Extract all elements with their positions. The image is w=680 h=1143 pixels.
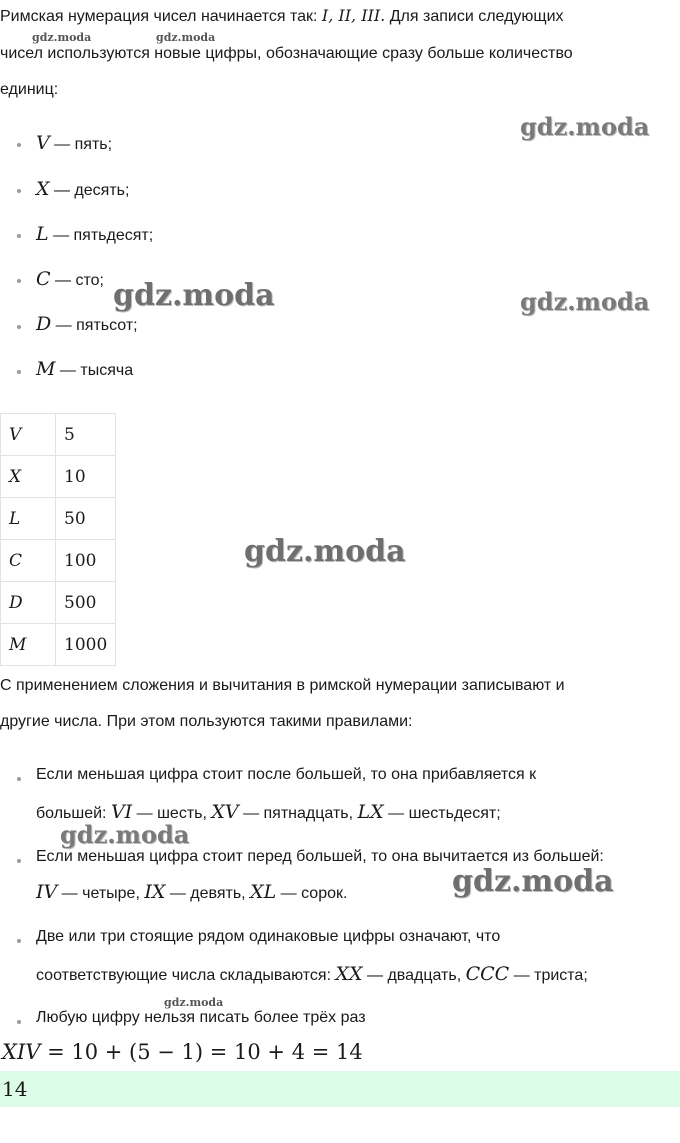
numeral-word: десять; bbox=[74, 182, 130, 199]
watermark: gdz.moda bbox=[520, 112, 650, 141]
numeral-symbol: X bbox=[36, 178, 50, 200]
rule-numeral: IX bbox=[144, 881, 166, 903]
rule-2-line-1: Если меньшая цифра стоит перед большей, то она вычитается из большей: bbox=[36, 848, 604, 865]
intro-text-start: Римская нумерация чисел начинается так: bbox=[0, 8, 322, 25]
numeral-word: пятьдесят; bbox=[73, 227, 154, 244]
intro-numeral-sequence: I, II, III. bbox=[321, 6, 386, 25]
numeral-symbol: L bbox=[36, 223, 49, 245]
dash: — bbox=[49, 182, 75, 199]
watermark: gdz.moda bbox=[520, 287, 650, 316]
rule-numeral: VI bbox=[110, 801, 133, 823]
bullet-dot bbox=[17, 325, 21, 329]
dash: — bbox=[51, 317, 77, 334]
watermark: gdz.moda bbox=[244, 534, 406, 569]
numeral-word: пятьсот; bbox=[76, 317, 138, 334]
intro-line-1 bbox=[0, 6, 564, 26]
watermark: gdz.moda bbox=[156, 31, 216, 44]
table-cell-symbol: L bbox=[1, 498, 56, 540]
rule-text: — триста; bbox=[509, 967, 588, 984]
rule-numeral: CCC bbox=[465, 963, 510, 985]
bullet-dot bbox=[17, 859, 21, 863]
rule-text: — девять, bbox=[165, 885, 251, 902]
numeral-word: тысяча bbox=[80, 362, 134, 379]
table-cell-symbol: C bbox=[1, 540, 56, 582]
table-cell-symbol: X bbox=[1, 456, 56, 498]
rule-text: — шесть, bbox=[132, 805, 212, 822]
table-row bbox=[1, 624, 116, 666]
numeral-symbol: C bbox=[36, 268, 51, 290]
rule-text: большей: bbox=[36, 805, 111, 822]
table-cell-value: 5 bbox=[56, 414, 116, 456]
rule-text: — двадцать, bbox=[362, 967, 466, 984]
numeral-symbol: D bbox=[36, 313, 52, 335]
dash: — bbox=[50, 272, 76, 289]
table-cell-symbol: D bbox=[1, 582, 56, 624]
intro-line-2: чисел используются новые цифры, обозначающие сразу больше количество bbox=[0, 45, 573, 62]
mid-line-1: С применением сложения и вычитания в римской нумерации записывают и bbox=[0, 677, 565, 694]
bullet-dot bbox=[17, 939, 21, 943]
dash: — bbox=[48, 227, 74, 244]
bullet-dot bbox=[17, 189, 21, 193]
bullet-dot bbox=[17, 234, 21, 238]
answer-box bbox=[0, 1071, 680, 1107]
watermark: gdz.moda bbox=[164, 996, 224, 1009]
table-cell-value: 1000 bbox=[56, 624, 116, 666]
table-row bbox=[1, 456, 116, 498]
rule-4-line-1: Любую цифру нельзя писать более трёх раз bbox=[36, 1009, 366, 1026]
table-cell-value: 100 bbox=[56, 540, 116, 582]
equation-rhs: = 10 + (5 − 1) = 10 + 4 = 14 bbox=[40, 1040, 363, 1064]
watermark: gdz.moda bbox=[60, 820, 190, 849]
table-cell-value: 50 bbox=[56, 498, 116, 540]
bullet-dot bbox=[17, 370, 21, 374]
rule-text: — пятнадцать, bbox=[238, 805, 358, 822]
numeral-symbol: V bbox=[36, 132, 50, 154]
mid-line-2: другие числа. При этом пользуются такими правилами: bbox=[0, 713, 413, 730]
rule-3-line-1: Две или три стоящие рядом одинаковые цифры означают, что bbox=[36, 928, 501, 945]
rule-numeral: XV bbox=[211, 801, 239, 823]
numeral-table bbox=[0, 413, 116, 666]
bullet-dot bbox=[17, 777, 21, 781]
table-row bbox=[1, 414, 116, 456]
dash: — bbox=[55, 362, 81, 379]
rule-numeral: IV bbox=[36, 881, 58, 903]
rule-text: — четыре, bbox=[57, 885, 145, 902]
numeral-word: сто; bbox=[75, 272, 104, 289]
table-row bbox=[1, 582, 116, 624]
bullet-dot bbox=[17, 1020, 21, 1024]
watermark: gdz.moda bbox=[32, 31, 92, 44]
table-cell-symbol: V bbox=[1, 414, 56, 456]
equation-lhs: XIV bbox=[2, 1040, 41, 1064]
table-row bbox=[1, 498, 116, 540]
table-cell-value: 10 bbox=[56, 456, 116, 498]
rule-numeral: XL bbox=[250, 881, 277, 903]
watermark: gdz.moda bbox=[113, 278, 275, 313]
table-row bbox=[1, 540, 116, 582]
intro-line-3: единиц: bbox=[0, 81, 59, 98]
bullet-dot bbox=[17, 279, 21, 283]
rule-2-line-2 bbox=[36, 881, 347, 903]
rule-text: соответствующие числа складываются: bbox=[36, 967, 336, 984]
rule-text: — сорок. bbox=[276, 885, 348, 902]
rule-1-line-1: Если меньшая цифра стоит после большей, то она прибавляется к bbox=[36, 766, 537, 783]
answer-value: 14 bbox=[2, 1077, 28, 1101]
bullet-dot bbox=[17, 143, 21, 147]
rule-text: — шестьдесят; bbox=[383, 805, 501, 822]
intro-text-end: Для записи следующих bbox=[385, 8, 564, 25]
rule-numeral: XX bbox=[335, 963, 363, 985]
numeral-symbol: M bbox=[36, 358, 56, 380]
numeral-word: пять; bbox=[74, 136, 113, 153]
equation bbox=[2, 1040, 363, 1065]
dash: — bbox=[49, 136, 75, 153]
rule-3-line-2 bbox=[36, 963, 588, 985]
rule-numeral: LX bbox=[357, 801, 384, 823]
watermark: gdz.moda bbox=[452, 864, 614, 899]
table-cell-symbol: M bbox=[1, 624, 56, 666]
table-cell-value: 500 bbox=[56, 582, 116, 624]
